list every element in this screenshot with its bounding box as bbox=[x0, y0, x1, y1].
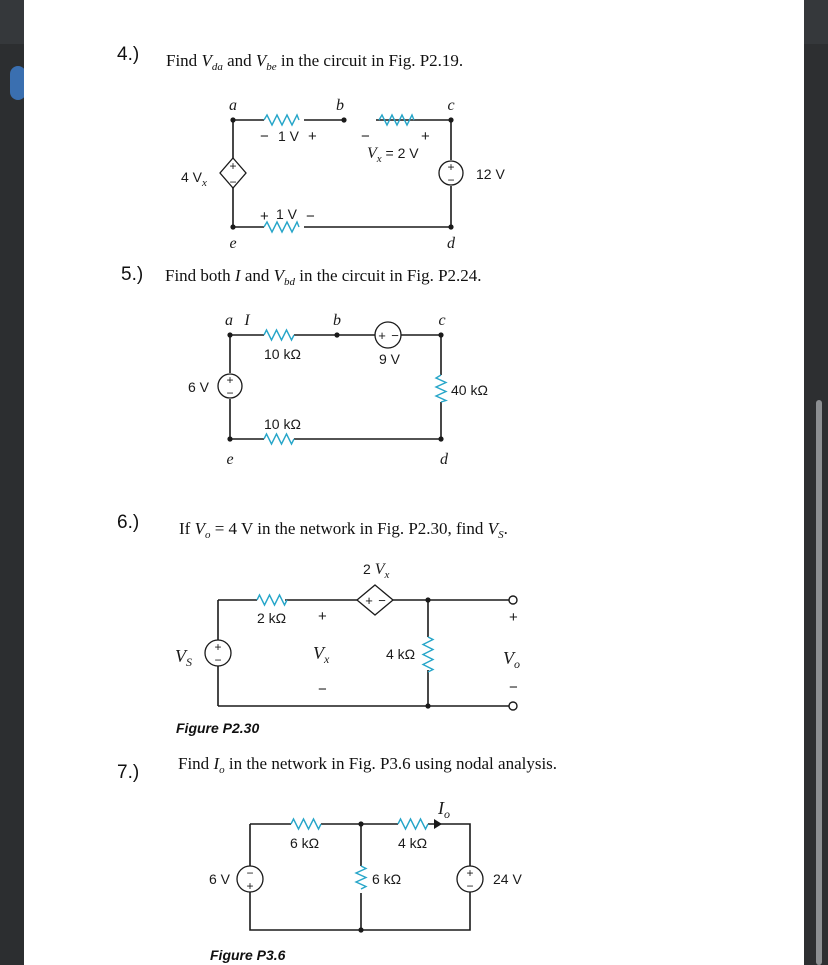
circuit-p2-30 bbox=[175, 561, 520, 710]
svg-text:+: + bbox=[421, 128, 430, 145]
svg-text:−: − bbox=[226, 386, 234, 400]
document-page bbox=[24, 0, 804, 965]
node-label-a: a bbox=[229, 97, 237, 114]
svg-text:+: + bbox=[447, 160, 455, 174]
resistor-10k-bottom bbox=[264, 434, 294, 444]
svg-text:−: − bbox=[466, 879, 474, 893]
svg-text:−: − bbox=[391, 328, 399, 343]
label-io: $I_o$ bbox=[438, 798, 450, 821]
label-6k-top: 6 kΩ bbox=[290, 835, 320, 851]
label-10k-top: 10 kΩ bbox=[264, 346, 301, 362]
node-label-d: d bbox=[440, 451, 448, 468]
node-label-d: d bbox=[447, 235, 455, 252]
left-background-panel bbox=[0, 0, 24, 965]
svg-text:+: + bbox=[260, 208, 269, 225]
problem-6-statement: If $V_o = 4$ V in the network in Fig. P2.30, find $V_S$. bbox=[179, 519, 508, 541]
resistor-top-left bbox=[264, 115, 299, 125]
node-c-dot bbox=[448, 117, 453, 122]
label-vx: $V_x$ bbox=[313, 643, 330, 666]
problem-7-statement: Find $I_o$ in the network in Fig. P3.6 using nodal analysis. bbox=[178, 754, 558, 776]
label-4vx: 4 $V_x$ bbox=[181, 169, 207, 189]
right-top-strip bbox=[804, 0, 828, 44]
current-arrow-io bbox=[434, 819, 442, 829]
node-label-b: b bbox=[336, 97, 344, 114]
label-2k: 2 kΩ bbox=[257, 610, 287, 626]
label-vx-equals-2v: $V_x = 2$ V bbox=[367, 145, 419, 165]
label-1v-bottom: 1 V bbox=[276, 206, 298, 222]
svg-text:+: + bbox=[229, 159, 237, 173]
svg-text:−: − bbox=[378, 593, 386, 608]
svg-text:−: − bbox=[306, 208, 315, 225]
resistor-bottom bbox=[264, 222, 299, 232]
label-1v-top: 1 V bbox=[278, 128, 300, 144]
label-vo: $V_o$ bbox=[503, 648, 520, 671]
label-9v: 9 V bbox=[379, 351, 401, 367]
label-4k: 4 kΩ bbox=[386, 646, 416, 662]
svg-text:−: − bbox=[447, 173, 455, 187]
figure-caption-p3-6: Figure P3.6 bbox=[210, 947, 286, 963]
resistor-4k bbox=[423, 637, 433, 672]
figure-caption-p2-30: Figure P2.30 bbox=[176, 720, 260, 736]
node-label-b: b bbox=[333, 312, 341, 329]
problem-4-statement: Find $V_{da}$ and $V_{be}$ in the circuit in Fig. P2.19. bbox=[166, 51, 464, 73]
node-label-e: e bbox=[226, 451, 234, 468]
terminal-top bbox=[509, 596, 517, 604]
node-label-e: e bbox=[229, 235, 237, 252]
node-e-dot bbox=[230, 224, 235, 229]
label-10k-bottom: 10 kΩ bbox=[264, 416, 301, 432]
svg-text:−: − bbox=[509, 679, 518, 696]
svg-text:−: − bbox=[318, 681, 327, 698]
node-label-c: c bbox=[438, 312, 446, 329]
svg-text:+: + bbox=[365, 593, 373, 608]
label-6v: 6 V bbox=[209, 871, 231, 887]
circuit-p2-19 bbox=[181, 97, 505, 252]
problem-5-number: 5.) bbox=[121, 264, 144, 285]
label-12v: 12 V bbox=[476, 166, 505, 182]
svg-text:+: + bbox=[466, 866, 474, 880]
node-d-dot bbox=[448, 224, 453, 229]
label-40k: 40 kΩ bbox=[451, 382, 488, 398]
svg-text:−: − bbox=[361, 128, 370, 145]
label-6v: 6 V bbox=[188, 379, 210, 395]
resistor-10k-top bbox=[264, 330, 294, 340]
svg-text:−: − bbox=[229, 175, 237, 189]
label-2vx: 2 $V_x$ bbox=[363, 561, 390, 581]
svg-text:−: − bbox=[214, 653, 222, 667]
svg-text:−: − bbox=[246, 866, 254, 880]
resistor-4k bbox=[398, 819, 428, 829]
circuit-p3-6 bbox=[209, 798, 522, 933]
resistor-40k bbox=[436, 375, 446, 402]
problem-4-number: 4.) bbox=[117, 44, 140, 65]
svg-text:+: + bbox=[318, 608, 327, 625]
svg-text:+: + bbox=[226, 373, 234, 387]
left-top-strip bbox=[0, 0, 24, 44]
label-vs: $V_S$ bbox=[175, 646, 192, 669]
current-label-i: I bbox=[244, 312, 250, 329]
problem-5-statement: Find both I and $V_{bd}$ in the circuit in Fig. P2.24. bbox=[165, 266, 482, 288]
node-label-c: c bbox=[447, 97, 455, 114]
svg-text:+: + bbox=[509, 609, 518, 626]
circuit-p2-24 bbox=[188, 312, 488, 468]
label-24v: 24 V bbox=[493, 871, 522, 887]
circuit-diagrams bbox=[24, 0, 804, 965]
node-a-dot bbox=[230, 117, 235, 122]
terminal-bottom bbox=[509, 702, 517, 710]
resistor-6k-top bbox=[291, 819, 321, 829]
vertical-scrollbar[interactable] bbox=[816, 400, 822, 965]
resistor-6k-vertical bbox=[356, 866, 366, 889]
dependent-voltage-source-2vx bbox=[357, 585, 393, 615]
node-label-a: a bbox=[225, 312, 233, 329]
node-b-dot bbox=[341, 117, 346, 122]
svg-text:−: − bbox=[260, 128, 269, 145]
label-4k: 4 kΩ bbox=[398, 835, 428, 851]
svg-text:+: + bbox=[214, 640, 222, 654]
problem-7-number: 7.) bbox=[117, 762, 140, 783]
label-6k-vertical: 6 kΩ bbox=[372, 871, 402, 887]
svg-text:+: + bbox=[378, 328, 386, 343]
problem-6-number: 6.) bbox=[117, 512, 140, 533]
resistor-2k bbox=[257, 595, 287, 605]
svg-text:+: + bbox=[308, 128, 317, 145]
svg-text:+: + bbox=[246, 879, 254, 893]
